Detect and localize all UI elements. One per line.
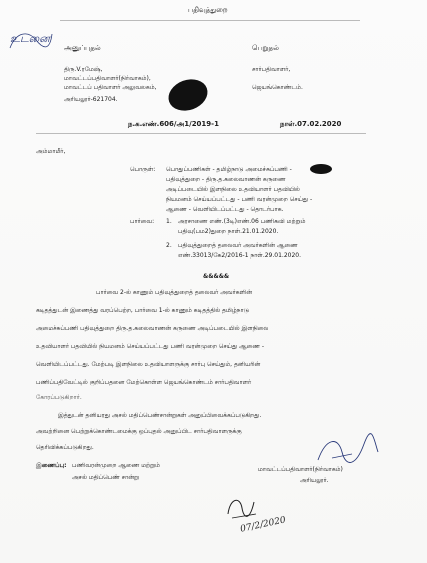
reference-1-line-1: அரசாணை எண்.(3டி)எண்.06 பணிகவி மற்றும்	[178, 218, 306, 225]
sender-line-2: மாவட்டப்பதிவாளர்(நிர்வாகம்),	[64, 75, 151, 82]
body-line-7: கோரப்படுகிறார்.	[36, 394, 82, 401]
body-line-5: வெளியிடப்பட்டது. மேற்படி இளநிலை உதவியாளருக்கு சார்பு செய்தும், தனியரின்	[36, 361, 261, 368]
handwritten-scribble	[6, 26, 56, 56]
header-divider	[60, 20, 360, 21]
department-title: பதிவுத்துறை	[188, 6, 228, 14]
sender-label: அனுப்புதல்	[64, 44, 101, 52]
reference-number: ந.க.எண்.606/அ1/2019-1	[128, 120, 219, 128]
body-line-2: கடிதத்துடன் இணைத்து வரப்பெற்ற, பார்வை 1-ல் காணும் கடிதத்தில் தமிழ்நாடு	[36, 307, 249, 314]
reference-2-line-1: பதிவுத்துறைத் தலைவர் அவர்களின் ஆணை	[178, 242, 298, 249]
reference-2-line-2: எண்.33013/கே2/2016-1 நாள்.29.01.2020.	[178, 252, 301, 259]
subject-line-2: பதிவுத்துறை - திரு.த.கலைவாணன் கருணை	[166, 176, 286, 183]
reference-date: நாள்.07.02.2020	[280, 120, 342, 128]
redaction-mark	[310, 164, 332, 174]
para2-line-2: அவற்றினை பெற்றுக்கொண்டமைக்கு ஒப்புதல் அனுப்பிட சார்பதிவாளருக்கு	[36, 428, 242, 435]
para2-line-3: தெரிவிக்கப்படுகிறது.	[36, 444, 94, 451]
body-line-6: பணிப்பதிவேட்டில் குறிப்பதனை மேற்கொள்ள ஜெயங்கொண்டம் சார்பதிவாளர்	[36, 379, 252, 386]
sender-line-1: திரு.V.ரமேஷ்,	[64, 66, 103, 73]
references-label: பார்வை:	[130, 218, 155, 225]
body-line-3: அமைச்சுப்பணி பதிவுத்துறை திரு.த.கலைவாணன் கருணை அடிப்படையில் இளநிலை	[36, 325, 269, 332]
reference-1-num: 1.	[166, 218, 172, 225]
reference-divider	[36, 133, 366, 134]
recipient-label: பெறுதல்	[252, 44, 279, 52]
enclosure-line-1: பணிவரன்முறை ஆணை மற்றும்	[72, 462, 160, 469]
body-line-1: பார்வை 2-ல் காணும் பதிவுத்துறைத் தலைவர் அவர்களின்	[96, 289, 253, 296]
handwritten-signature	[312, 430, 382, 470]
subject-label: பொருள்:	[130, 166, 156, 173]
sender-line-4: அரியலூர்-621704.	[64, 96, 118, 103]
handwritten-date: 07/2/2020	[239, 515, 287, 535]
recipient-line-1: சார்பதிவாளர்,	[252, 66, 291, 73]
para2-line-1: இத்துடன் தனியரது அசல் மதிப்பெண்சான்றுகள் அனுப்பிவைக்கப்படுகிறது.	[58, 412, 262, 419]
salutation: அம்மாமீர்,	[36, 148, 66, 155]
reference-2-num: 2.	[166, 242, 172, 249]
recipient-line-2: ஜெயங்கொண்டம்.	[252, 84, 303, 91]
sender-line-3: மாவட்டப் பதிவாளர் அலுவலகம்,	[64, 84, 157, 91]
subject-line-4: நியமனம் செய்யப்பட்டது - பணி வரன்முறை செய்து -	[166, 196, 313, 203]
enclosure-line-2: அசல் மதிப்பெண் சான்று	[72, 474, 140, 481]
redaction-mark	[164, 74, 212, 116]
enclosure-label: இணைப்பு:	[36, 462, 67, 469]
section-separator: &&&&&	[203, 273, 230, 280]
body-line-4: உதவியாளர் பதவியில் நியமனம் செய்யப்பட்டது பணி வரன்முறை செய்து ஆணை -	[36, 343, 265, 350]
subject-line-1: பொதுப்பணிகள் - தமிழ்நாடு அமைச்சுப்பணி -	[166, 166, 292, 173]
handwritten-note: உடனை	[10, 32, 50, 45]
subject-line-3: அடிப்படையில் இளநிலை உதவியாளர் பதவியில்	[166, 186, 300, 193]
signatory-location: அரியலூர்.	[300, 477, 329, 484]
reference-1-line-2: பதிவு(பம2)துறை நாள்.21.01.2020.	[178, 228, 279, 235]
signatory-title: மாவட்டப்பதிவாளர்(நிர்வாகம்)	[258, 466, 343, 473]
subject-line-5: ஆணை - வெளியிடப்பட்டது - தொடர்பாக.	[166, 206, 284, 213]
